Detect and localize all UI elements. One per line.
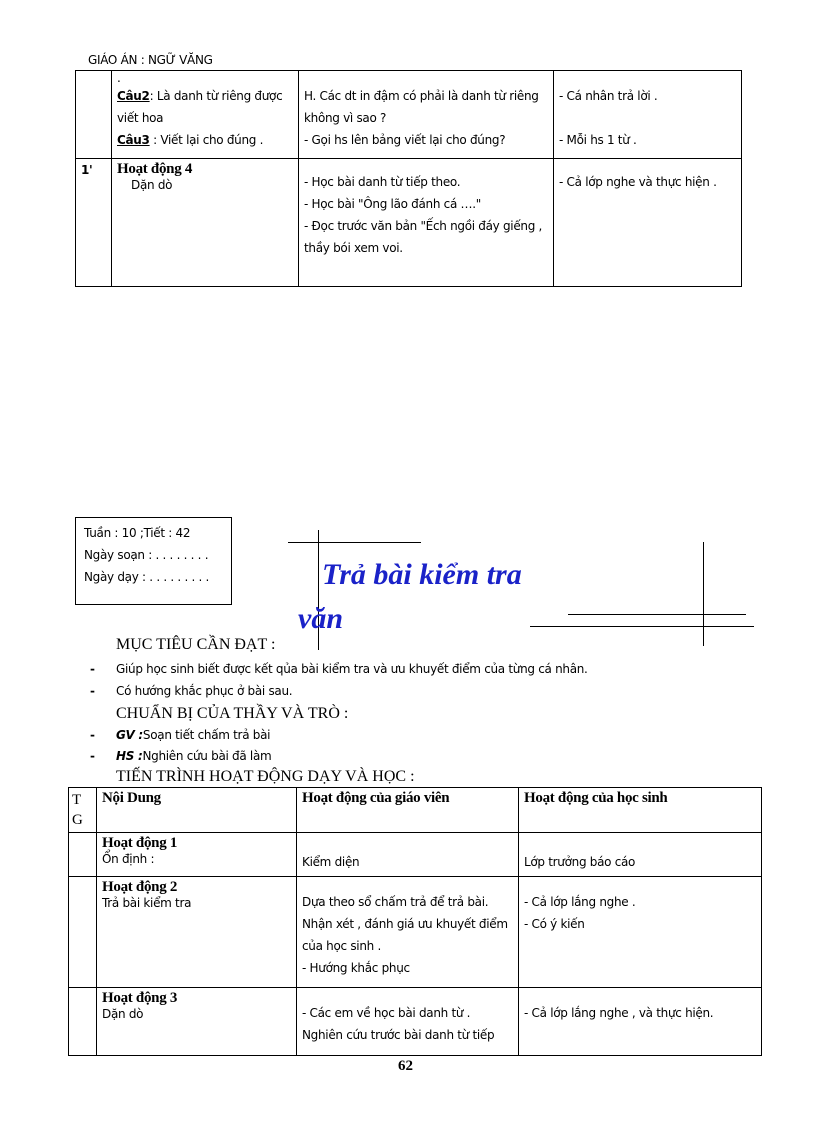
question-label: Câu3 <box>117 133 150 147</box>
list-item: - Có hướng khắc phục ở bài sau. <box>90 684 293 698</box>
date-prepared: Ngày soạn : . . . . . . . . <box>84 548 209 562</box>
teacher-cell <box>299 71 554 159</box>
lesson-title-continued: văn <box>298 602 343 635</box>
student-text: - Có ý kiến <box>524 917 585 931</box>
decor-line <box>568 614 746 615</box>
lesson-title: Trả bài kiểm tra <box>322 558 522 591</box>
teacher-text: - Đọc trước văn bản "Ếch ngồi đáy giếng , <box>304 219 543 233</box>
teacher-text: - Gọi hs lên bảng viết lại cho đúng? <box>304 133 506 147</box>
section-heading-objectives: MỤC TIÊU CẦN ĐẠT : <box>116 636 276 653</box>
page-number: 62 <box>398 1058 413 1074</box>
activity-heading: Hoạt động 4 <box>117 161 193 177</box>
header-teacher: Hoạt động của giáo viên <box>297 788 519 833</box>
teacher-text: Nghiên cứu trước bài danh từ tiếp <box>302 1028 495 1042</box>
lesson-info-box <box>75 517 232 605</box>
lesson-table-continued <box>75 70 742 287</box>
teacher-text: Nhận xét , đánh giá ưu khuyết điểm <box>302 917 508 931</box>
decor-line <box>530 626 754 627</box>
section-heading-preparation: CHUẨN BỊ CỦA THẦY VÀ TRÒ : <box>116 705 349 722</box>
teacher-text: - Các em về học bài danh từ . <box>302 1006 471 1020</box>
activity-heading: Hoạt động 1 <box>102 835 178 851</box>
header-student: Hoạt động của học sinh <box>519 788 762 833</box>
content-cell <box>112 71 299 159</box>
question-label: Câu2 <box>117 89 150 103</box>
teacher-text: thầy bói xem voi. <box>304 241 403 255</box>
header-tg: T G <box>69 788 97 833</box>
page-header: GIÁO ÁN : NGỮ VĂNG <box>88 53 213 67</box>
table-row <box>69 877 762 988</box>
decor-line <box>288 542 421 543</box>
activity-sub: Ổn định : <box>102 852 155 866</box>
teacher-text: không vì sao ? <box>304 111 387 125</box>
student-text: - Cá nhân trả lời . <box>559 89 658 103</box>
teacher-text: - Hướng khắc phục <box>302 961 410 975</box>
teacher-text: của học sinh . <box>302 939 381 953</box>
activity-sub: Dặn dò <box>102 1007 144 1021</box>
teacher-text: - Học bài danh từ tiếp theo. <box>304 175 461 189</box>
student-text: - Cả lớp lắng nghe , và thực hiện. <box>524 1006 714 1020</box>
table-row <box>69 988 762 1056</box>
dot: . <box>117 71 121 85</box>
student-text: Lớp trưởng báo cáo <box>524 855 636 869</box>
student-text: - Cả lớp lắng nghe . <box>524 895 636 909</box>
teacher-text: - Học bài "Ông lão đánh cá …." <box>304 197 481 211</box>
student-text: - Mỗi hs 1 từ . <box>559 133 637 147</box>
activity-sub: Trả bài kiểm tra <box>102 896 192 910</box>
teacher-text: Dựa theo sổ chấm trả để trả bài. <box>302 895 489 909</box>
time-value: 1' <box>81 163 93 177</box>
student-cell <box>554 71 742 159</box>
student-text: - Cả lớp nghe và thực hiện . <box>559 175 717 189</box>
lesson-procedure-table <box>68 787 762 1056</box>
teacher-text: H. Các dt in đậm có phải là danh từ riêng <box>304 89 539 103</box>
activity-sub: Dặn dò <box>131 178 173 192</box>
list-item: - HS :Nghiên cứu bài đã làm <box>90 749 272 763</box>
time-cell <box>76 71 112 159</box>
table-row <box>69 833 762 877</box>
decor-line <box>703 542 704 646</box>
activity-heading: Hoạt động 3 <box>102 990 178 1006</box>
activity-heading: Hoạt động 2 <box>102 879 178 895</box>
question-text: viết hoa <box>117 111 164 125</box>
date-taught: Ngày dạy : . . . . . . . . . <box>84 570 210 584</box>
list-item: - GV :Soạn tiết chấm trả bài <box>90 728 271 742</box>
question-text: : Viết lại cho đúng . <box>149 133 264 147</box>
section-heading-procedure: TIẾN TRÌNH HOẠT ĐỘNG DẠY VÀ HỌC : <box>116 768 415 785</box>
question-text: : Là danh từ riêng được <box>149 89 283 103</box>
teacher-text: Kiểm diện <box>302 855 360 869</box>
list-item: - Giúp học sinh biết được kết qủa bài kiểm tra và ưu khuyết điểm của từng cá nhân. <box>90 662 588 676</box>
week-period: Tuần : 10 ;Tiết : 42 <box>84 526 191 540</box>
header-content: Nội Dung <box>97 788 297 833</box>
